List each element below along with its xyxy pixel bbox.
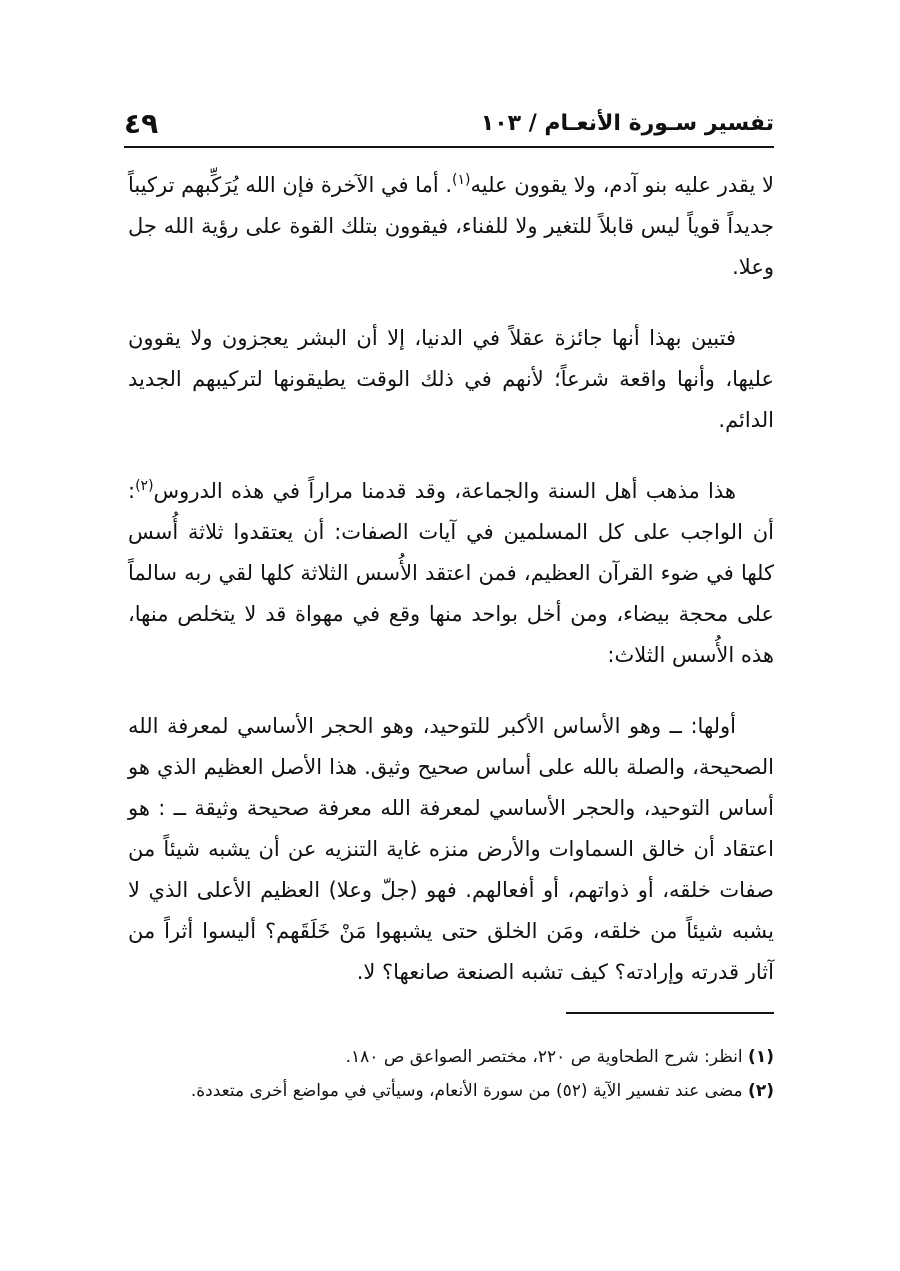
page-number: ٤٩: [124, 107, 159, 140]
footnote-ref-1: (١): [452, 172, 471, 188]
paragraph-1-text-a: لا يقدر عليه بنو آدم، ولا يقوون عليه: [470, 173, 774, 197]
paragraph-1-text-b: . أما في الآخرة فإن الله يُرَكِّبهم تركيباً جديداً قوياً ليس قابلاً للتغير ولا للفناء، فيقوون بتلك القوة على رؤية الله جل وعلا.: [127, 173, 774, 279]
paragraph-3-text-a: هذا مذهب أهل السنة والجماعة، وقد قدمنا مراراً في هذه الدروس: [153, 479, 736, 503]
paragraph-2: فتبين بهذا أنها جائزة عقلاً في الدنيا، إلا أن البشر يعجزون ولا يقوون عليها، وأنها واقعة شرعاً؛ لأنهم في ذلك الوقت يطيقونها لتركيبهم الجديد الدائم.: [128, 326, 774, 432]
paragraph-4: أولها: ــ وهو الأساس الأكبر للتوحيد، وهو الحجر الأساسي لمعرفة الله الصحيحة، والصلة بالله على أساس صحيح وثيق. هذا الأصل العظيم الذي هو أساس التوحيد، والحجر الأساسي لمعرفة الله معرفة صحيحة وثيقة ــ : هو اعتقاد أن خالق السماوات والأرض منزه غاية التنزيه عن أن يشبه شيئاً من صفات خلقه، أو ذواتهم، أو أفعالهم. فهو (جلّ وعلا) العظيم الأعلى الذي لا يشبه شيئاً من خلقه، ومَن الخلق حتى يشبهوا مَنْ خَلَقَهم؟ أليسوا أثراً من آثار قدرته وإرادته؟ كيف تشبه الصنعة صانعها؟ لا.: [128, 714, 774, 984]
main-text: [128, 165, 774, 1023]
footnote-separator: [566, 1012, 774, 1014]
footnote-1-text: انظر: شرح الطحاوية ص ٢٢٠، مختصر الصواعق ص ١٨٠.: [345, 1047, 743, 1067]
footnote-2: [128, 1074, 774, 1108]
paragraph-1: [128, 165, 774, 288]
footnote-2-text: مضى عند تفسير الآية (٥٢) من سورة الأنعام، وسيأتي في مواضع أخرى متعددة.: [190, 1081, 743, 1101]
footnote-1: [128, 1040, 774, 1074]
page-header: [124, 106, 774, 148]
running-title: تفسير سـورة الأنعـام / ١٠٣: [480, 111, 774, 136]
footnote-1-number: (١): [748, 1047, 774, 1067]
paragraph-3-text-b: : أن الواجب على كل المسلمين في آيات الصفات: أن يعتقدوا ثلاثة أُسس كلها في ضوء القرآن العظيم، فمن اعتقد الأُسس الثلاثة كلها لقي ربه سالماً على محجة بيضاء، ومن أخل بواحد منها وقع في مهواة قد لا يتخلص منها، هذه الأُسس الثلاث:: [128, 479, 774, 667]
footnotes: [128, 1040, 774, 1108]
footnote-2-number: (٢): [748, 1081, 774, 1101]
paragraph-3: [128, 471, 774, 676]
footnote-ref-2: (٢): [135, 478, 154, 494]
